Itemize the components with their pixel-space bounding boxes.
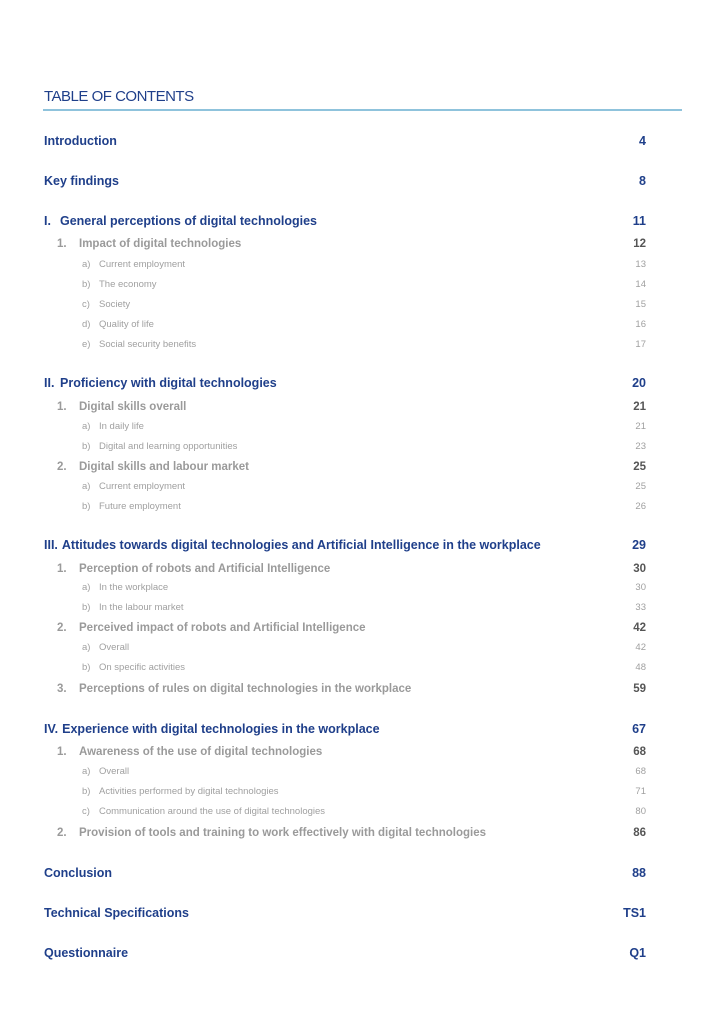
toc-entry-label: Digital and learning opportunities xyxy=(99,441,238,452)
toc-entry-number: 3. xyxy=(57,683,67,695)
toc-entry-label: Social security benefits xyxy=(99,339,197,350)
toc-entry[interactable] xyxy=(0,786,724,804)
toc-entry-page: 26 xyxy=(635,501,646,512)
toc-entry[interactable] xyxy=(0,174,724,192)
toc-entry-label: Conclusion xyxy=(44,866,113,880)
toc-entry[interactable] xyxy=(0,319,724,337)
toc-entry-label: In the workplace xyxy=(99,582,169,593)
toc-entry-label: General perceptions of digital technologies xyxy=(60,214,317,228)
toc-entry[interactable] xyxy=(0,722,724,740)
toc-entry[interactable] xyxy=(0,563,724,581)
toc-entry-label: Awareness of the use of digital technologies xyxy=(79,746,323,758)
toc-entry[interactable] xyxy=(0,582,724,600)
toc-entry[interactable] xyxy=(0,866,724,884)
toc-entry-page: 15 xyxy=(635,299,646,310)
toc-entry-number: a) xyxy=(82,582,91,593)
toc-entry[interactable] xyxy=(0,259,724,277)
toc-entry-number: c) xyxy=(82,299,90,310)
title-divider xyxy=(43,109,682,111)
toc-entry-number: b) xyxy=(82,602,91,613)
toc-entry[interactable] xyxy=(0,299,724,317)
toc-entry-page: 42 xyxy=(635,642,646,653)
toc-entry-page: 21 xyxy=(633,401,646,413)
toc-entry-number: b) xyxy=(82,441,91,452)
toc-entry-page: 30 xyxy=(633,563,646,575)
toc-entry-number: b) xyxy=(82,279,91,290)
toc-entry[interactable] xyxy=(0,622,724,640)
toc-entry-number: b) xyxy=(82,786,91,797)
toc-entry-page: 68 xyxy=(635,766,646,777)
toc-entry-label: The economy xyxy=(99,279,157,290)
toc-entry-number: I. xyxy=(44,214,51,228)
toc-entry-page: 67 xyxy=(632,722,646,736)
toc-entry-label: Questionnaire xyxy=(44,946,129,960)
toc-entry-label: On specific activities xyxy=(99,662,186,673)
toc-entry-number: IV. xyxy=(44,722,59,736)
toc-entry-label: Digital skills and labour market xyxy=(79,461,249,473)
toc-entry[interactable] xyxy=(0,441,724,459)
toc-entry-label: Experience with digital technologies in the workplace xyxy=(62,722,380,736)
toc-entry-number: II. xyxy=(44,376,55,390)
toc-entry-page: 25 xyxy=(633,461,646,473)
toc-entry-number: 2. xyxy=(57,827,67,839)
toc-entry-label: Perceived impact of robots and Artificial Intelligence xyxy=(79,622,366,634)
toc-entry-label: Current employment xyxy=(99,259,186,270)
toc-entry-page: 14 xyxy=(635,279,646,290)
toc-entry-number: a) xyxy=(82,421,91,432)
toc-entry[interactable] xyxy=(0,683,724,701)
toc-entry[interactable] xyxy=(0,906,724,924)
toc-entry-number: III. xyxy=(44,538,58,552)
toc-entry-page: 71 xyxy=(635,786,646,797)
toc-entry-number: 2. xyxy=(57,622,67,634)
toc-entry-label: Current employment xyxy=(99,481,186,492)
toc-entry-number: a) xyxy=(82,642,91,653)
toc-entry-page: 30 xyxy=(635,582,646,593)
toc-entry-label: Communication around the use of digital technologies xyxy=(99,806,326,817)
toc-entry-number: 1. xyxy=(57,746,67,758)
toc-entry[interactable] xyxy=(0,602,724,620)
page-title: TABLE OF CONTENTS xyxy=(44,88,194,105)
toc-entry-label: Perception of robots and Artificial Intelligence xyxy=(79,563,331,575)
toc-entry-number: 1. xyxy=(57,401,67,413)
toc-entry-label: Future employment xyxy=(99,501,181,512)
toc-entry-label: Perceptions of rules on digital technologies in the workplace xyxy=(79,683,412,695)
toc-entry[interactable] xyxy=(0,339,724,357)
toc-entry-page: 20 xyxy=(632,376,646,390)
toc-entry-label: Technical Specifications xyxy=(44,906,189,920)
toc-entry[interactable] xyxy=(0,238,724,256)
toc-entry-page: 86 xyxy=(633,827,646,839)
toc-entry-page: 68 xyxy=(633,746,646,758)
toc-entry[interactable] xyxy=(0,746,724,764)
toc-entry[interactable] xyxy=(0,766,724,784)
toc-entry-page: TS1 xyxy=(623,906,646,920)
toc-entry-page: 16 xyxy=(635,319,646,330)
toc-entry-page: 23 xyxy=(635,441,646,452)
toc-entry-page: 12 xyxy=(633,238,646,250)
toc-entry[interactable] xyxy=(0,279,724,297)
toc-entry[interactable] xyxy=(0,461,724,479)
toc-entry[interactable] xyxy=(0,214,724,232)
toc-entry[interactable] xyxy=(0,806,724,824)
toc-entry-page: 25 xyxy=(635,481,646,492)
toc-entry[interactable] xyxy=(0,662,724,680)
toc-entry-number: a) xyxy=(82,259,91,270)
toc-entry-label: Attitudes towards digital technologies and Artificial Intelligence in the workplace xyxy=(61,538,541,552)
toc-entry[interactable] xyxy=(0,642,724,660)
toc-entry-page: 11 xyxy=(632,214,646,228)
toc-entry-number: c) xyxy=(82,806,90,817)
toc-entry-label: Overall xyxy=(99,766,130,777)
toc-entry-label: In daily life xyxy=(99,421,144,432)
toc-entry-label: Impact of digital technologies xyxy=(79,238,242,250)
toc-entry[interactable] xyxy=(0,538,724,556)
toc-entry-label: Provision of tools and training to work effectively with digital technologies xyxy=(79,827,487,839)
toc-entry[interactable] xyxy=(0,481,724,499)
toc-entry[interactable] xyxy=(0,401,724,419)
toc-entry-label: Activities performed by digital technologies xyxy=(99,786,279,797)
toc-entry-label: Quality of life xyxy=(99,319,154,330)
toc-entry[interactable] xyxy=(0,946,724,964)
toc-entry-number: a) xyxy=(82,481,91,492)
toc-entry[interactable] xyxy=(0,376,724,394)
toc-entry-number: e) xyxy=(82,339,91,350)
toc-entry[interactable] xyxy=(0,827,724,845)
toc-entry-number: 2. xyxy=(57,461,67,473)
toc-entry[interactable] xyxy=(0,421,724,439)
toc-entry-label: In the labour market xyxy=(99,602,184,613)
toc-entry-label: Overall xyxy=(99,642,130,653)
toc-entry-number: b) xyxy=(82,501,91,512)
toc-entry-label: Society xyxy=(99,299,131,310)
toc-entry-page: 4 xyxy=(639,134,646,148)
toc-entry-number: 1. xyxy=(57,563,67,575)
toc-entry-number: d) xyxy=(82,319,91,330)
toc-entry-label: Key findings xyxy=(44,174,120,188)
toc-entry[interactable] xyxy=(0,501,724,519)
toc-entry-page: 21 xyxy=(635,421,646,432)
toc-entry-page: 33 xyxy=(635,602,646,613)
toc-entry-page: 59 xyxy=(633,683,646,695)
toc-entry-number: b) xyxy=(82,662,91,673)
toc-entry-page: 80 xyxy=(635,806,646,817)
toc-entry-page: 48 xyxy=(635,662,646,673)
toc-entry-label: Digital skills overall xyxy=(79,401,187,413)
toc-entry-label: Introduction xyxy=(44,134,117,148)
toc-entry-page: 8 xyxy=(639,174,646,188)
toc-entry-number: 1. xyxy=(57,238,67,250)
toc-entry-page: 88 xyxy=(632,866,646,880)
toc-entry-page: 29 xyxy=(632,538,646,552)
toc-entry-page: 42 xyxy=(633,622,646,634)
toc-entry-number: a) xyxy=(82,766,91,777)
toc-entry[interactable] xyxy=(0,134,724,152)
toc-entry-page: 17 xyxy=(635,339,646,350)
toc-entry-page: Q1 xyxy=(629,946,646,960)
toc-entry-label: Proficiency with digital technologies xyxy=(60,376,277,390)
toc-entry-page: 13 xyxy=(635,259,646,270)
